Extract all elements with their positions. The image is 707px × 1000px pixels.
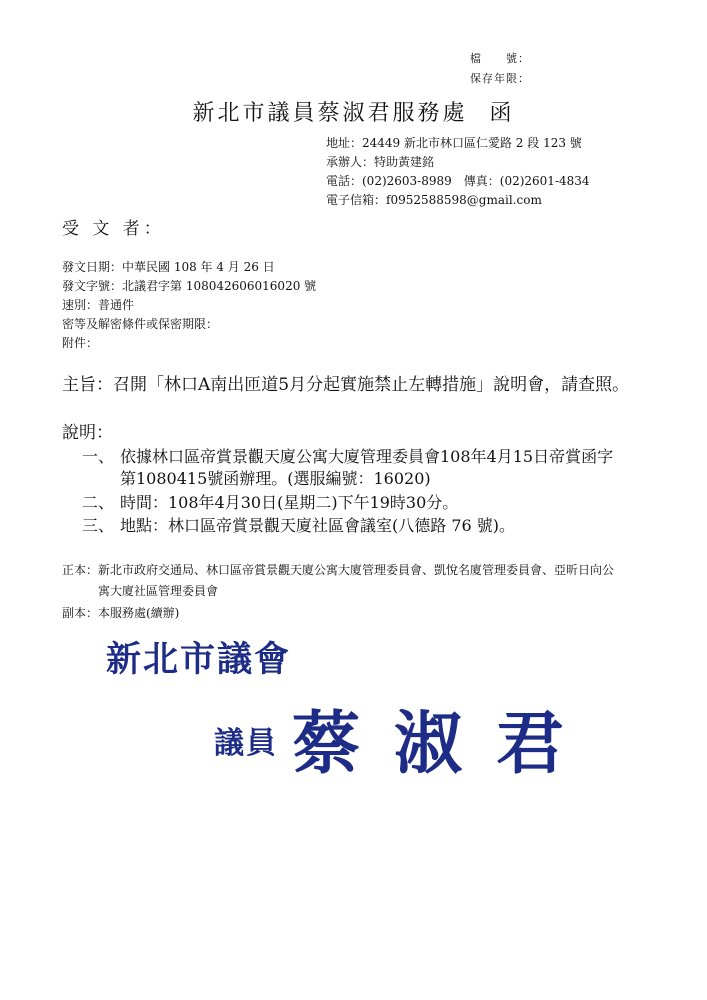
issue-date: 發文日期：中華民國 108 年 4 月 26 日 [62,260,275,274]
retention-period-label: 保存年限： [470,72,530,85]
council-stamp: 新北市議會 [106,639,292,680]
item-number: 三、 [81,516,114,535]
contact-email: 電子信箱：f0952588598@gmail.com [326,193,542,207]
contact-address: 地址：24449 新北市林口區仁愛路 2 段 123 號 [326,136,582,150]
item-number: 二、 [81,493,114,512]
reference-number: 發文字號：北議君字第 108042606016020 號 [62,279,317,293]
document-title [0,96,707,127]
document-type: 函 [489,101,515,126]
subject-line: 主旨：召開「林口A南出匝道5月分起實施禁止左轉措施」說明會，請查照。 [62,375,630,395]
item-text-continued: 第1080415號函辦理。(選服編號：16020) [120,469,431,488]
contact-phone-fax: 電話：(02)2603-8989 傳真：(02)2601-4834 [326,174,590,188]
secrecy-level: 密等及解密條件或保密期限： [62,317,219,331]
item-number: 一、 [81,447,114,466]
description-heading: 說明： [62,423,113,443]
copy-recipients: 副本：本服務處(續辦) [62,606,180,620]
delivery-speed: 速別：普通件 [62,298,135,312]
file-number-label: 檔 號： [470,52,530,65]
councilor-title-stamp: 議員 [214,726,278,761]
item-text: 依據林口區帝賞景觀天廈公寓大廈管理委員會108年4月15日帝賞函字 [120,447,614,466]
main-recipients-continued: 寓大廈社區管理委員會 [98,584,219,598]
office-name: 新北市議員蔡淑君服務處 [192,101,468,126]
main-recipients: 正本：新北市政府交通局、林口區帝賞景觀天廈公寓大廈管理委員會、凱悅名廈管理委員會、亞昕日向公 [62,563,615,577]
item-text: 地點：林口區帝賞景觀天廈社區會議室(八德路 76 號)。 [120,516,516,535]
attachment: 附件： [62,336,99,350]
recipient-label: 受 文 者： [62,219,165,239]
item-text: 時間：108年4月30日(星期二)下午19時30分。 [120,493,459,512]
contact-handler: 承辦人：特助黃建銘 [326,155,435,169]
councilor-name-stamp: 蔡淑君 [292,704,599,784]
